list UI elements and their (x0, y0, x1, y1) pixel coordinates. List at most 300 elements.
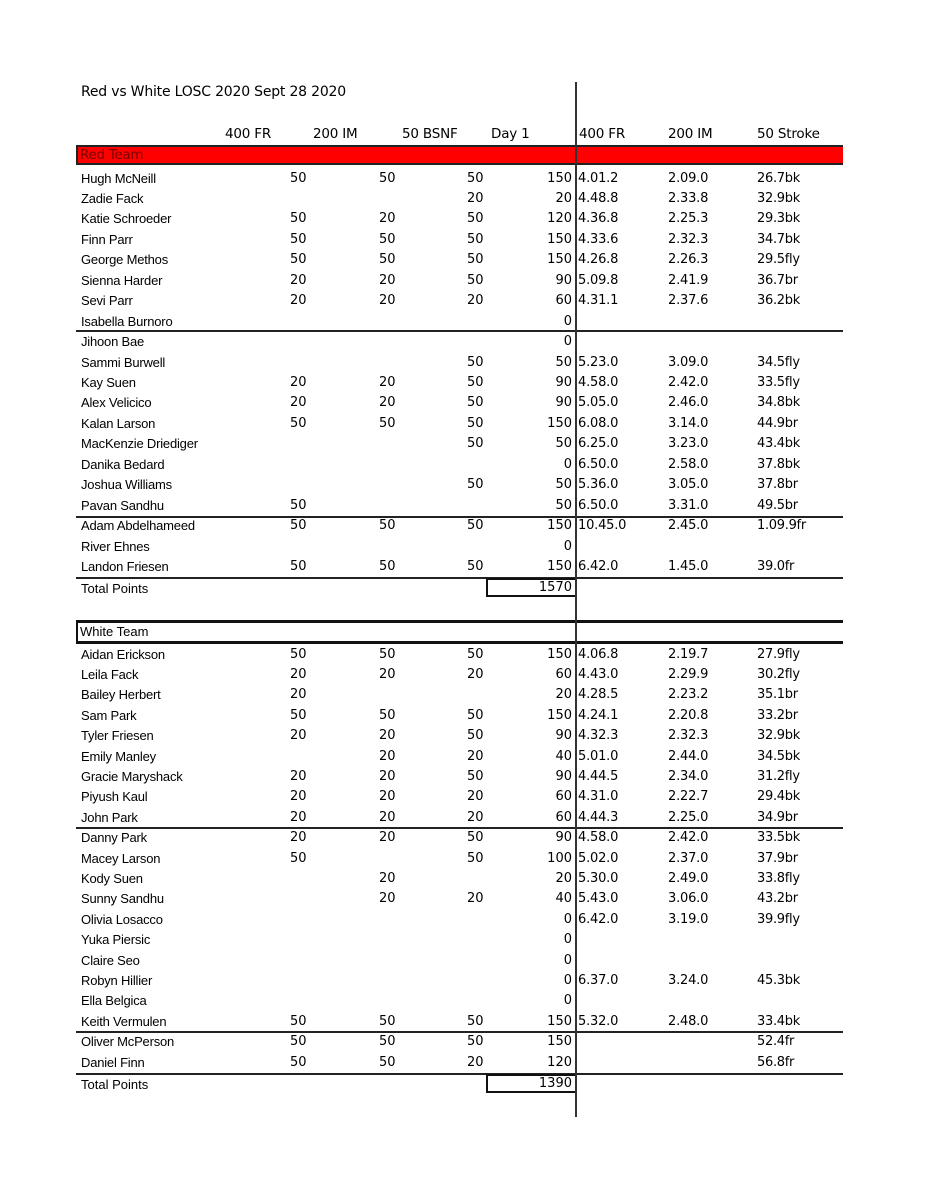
points-200im: 20 (379, 666, 396, 682)
points-400fr: 20 (290, 375, 307, 390)
points-day1: 0 (563, 972, 572, 988)
points-50bsnf: 50 (467, 272, 484, 288)
column-divider (575, 82, 577, 1117)
points-50bsnf: 20 (467, 293, 484, 309)
points-50bsnf: 50 (467, 415, 484, 431)
points-day1: 150 (547, 1013, 572, 1029)
time-50stroke: 34.7bk (757, 231, 800, 247)
swimmer-name: MacKenzie Driediger (81, 436, 198, 452)
time-50stroke: 33.5fly (757, 375, 800, 390)
time-400fr: 5.32.0 (578, 1013, 619, 1029)
swimmer-name: Kody Suen (81, 870, 143, 886)
table-row (0, 557, 927, 577)
swimmer-name: Sam Park (81, 707, 137, 723)
table-row (0, 1053, 927, 1073)
time-200im: 3.06.0 (668, 891, 709, 907)
time-200im: 2.25.3 (668, 211, 709, 227)
points-400fr: 50 (290, 559, 307, 575)
points-day1: 150 (547, 252, 572, 268)
swimmer-name: Olivia Losacco (81, 911, 163, 927)
points-50bsnf: 50 (467, 375, 484, 390)
time-200im: 2.42.0 (668, 830, 709, 846)
points-day1: 0 (563, 911, 572, 927)
time-200im: 3.31.0 (668, 497, 709, 513)
time-50stroke: 30.2fly (757, 666, 800, 682)
table-row (0, 434, 927, 454)
time-200im: 2.44.0 (668, 748, 709, 764)
points-400fr: 50 (290, 1054, 307, 1070)
swimmer-name: Adam Abdelhameed (81, 518, 195, 534)
time-400fr: 4.36.8 (578, 211, 619, 227)
swimmer-name: Kalan Larson (81, 415, 156, 431)
time-200im: 2.32.3 (668, 728, 709, 744)
swimmer-name: Sienna Harder (81, 272, 163, 288)
points-50bsnf: 20 (467, 891, 484, 907)
table-row (0, 889, 927, 909)
time-400fr: 5.09.8 (578, 272, 619, 288)
points-day1: 20 (555, 687, 572, 703)
table-row (0, 645, 927, 665)
time-50stroke: 29.5fly (757, 252, 800, 268)
time-50stroke: 45.3bk (757, 972, 800, 988)
time-200im: 3.19.0 (668, 911, 709, 927)
time-400fr: 4.26.8 (578, 252, 619, 268)
table-row (0, 353, 927, 373)
table-row (0, 685, 927, 705)
time-400fr: 5.43.0 (578, 891, 619, 907)
time-200im: 2.22.7 (668, 789, 709, 805)
swimmer-name: George Methos (81, 252, 169, 268)
time-200im: 2.26.3 (668, 252, 709, 268)
time-200im: 2.37.0 (668, 850, 709, 866)
time-50stroke: 39.0fr (757, 559, 795, 575)
points-day1: 40 (555, 748, 572, 764)
points-400fr: 50 (290, 497, 307, 513)
col-header-50stroke-time: 50 Stroke (757, 126, 820, 142)
points-200im: 20 (379, 830, 396, 846)
table-row (0, 1032, 927, 1052)
points-50bsnf: 50 (467, 477, 484, 493)
points-400fr: 20 (290, 809, 307, 825)
swimmer-name: Claire Seo (81, 952, 140, 968)
swimmer-name: Daniel Finn (81, 1054, 145, 1070)
col-header-200im-time: 200 IM (668, 126, 713, 142)
time-50stroke: 36.7br (757, 272, 798, 288)
points-day1: 40 (555, 891, 572, 907)
time-50stroke: 32.9bk (757, 728, 800, 744)
swimmer-name: Robyn Hillier (81, 972, 153, 988)
time-400fr: 4.24.1 (578, 707, 619, 723)
swimmer-name: Keith Vermulen (81, 1013, 167, 1029)
time-200im: 2.33.8 (668, 190, 709, 206)
table-row (0, 930, 927, 950)
swimmer-name: Isabella Burnoro (81, 313, 173, 329)
swimmer-name: Kay Suen (81, 375, 136, 390)
swimmer-name: John Park (81, 809, 138, 825)
swimmer-name: Zadie Fack (81, 190, 144, 206)
points-200im: 50 (379, 1013, 396, 1029)
time-400fr: 6.50.0 (578, 497, 619, 513)
table-row (0, 910, 927, 930)
time-200im: 2.23.2 (668, 687, 709, 703)
points-day1: 90 (555, 830, 572, 846)
points-day1: 150 (547, 231, 572, 247)
table-row (0, 808, 927, 828)
time-400fr: 5.05.0 (578, 395, 619, 411)
time-50stroke: 43.4bk (757, 436, 800, 452)
points-day1: 100 (547, 850, 572, 866)
time-400fr: 5.02.0 (578, 850, 619, 866)
time-400fr: 4.28.5 (578, 687, 619, 703)
swimmer-name: River Ehnes (81, 538, 150, 554)
col-header-400fr-points: 400 FR (225, 126, 272, 142)
swimmer-name: Sunny Sandhu (81, 891, 164, 907)
time-200im: 2.46.0 (668, 395, 709, 411)
col-header-200im-points: 200 IM (313, 126, 358, 142)
swimmer-name: Yuka Piersic (81, 932, 151, 948)
time-200im: 3.05.0 (668, 477, 709, 493)
points-400fr: 50 (290, 211, 307, 227)
time-200im: 3.24.0 (668, 972, 709, 988)
row-divider (76, 577, 843, 579)
points-200im: 20 (379, 789, 396, 805)
points-day1: 60 (555, 789, 572, 805)
points-200im: 20 (379, 891, 396, 907)
time-50stroke: 33.5bk (757, 830, 800, 846)
points-400fr: 20 (290, 395, 307, 411)
points-day1: 0 (563, 538, 572, 554)
table-row (0, 951, 927, 971)
points-200im: 50 (379, 518, 396, 534)
swimmer-name: Joshua Williams (81, 477, 172, 493)
time-400fr: 4.43.0 (578, 666, 619, 682)
time-50stroke: 32.9bk (757, 190, 800, 206)
swimmer-name: Leila Fack (81, 666, 139, 682)
time-400fr: 5.01.0 (578, 748, 619, 764)
points-50bsnf: 20 (467, 1054, 484, 1070)
swimmer-name: Sevi Parr (81, 293, 133, 309)
time-50stroke: 33.8fly (757, 870, 800, 886)
points-200im: 50 (379, 170, 396, 186)
time-200im: 2.58.0 (668, 456, 709, 472)
table-row (0, 828, 927, 848)
document-title: Red vs White LOSC 2020 Sept 28 2020 (81, 84, 346, 100)
points-50bsnf: 50 (467, 518, 484, 534)
time-50stroke: 34.5bk (757, 748, 800, 764)
points-day1: 150 (547, 1034, 572, 1050)
points-400fr: 50 (290, 518, 307, 534)
time-50stroke: 29.3bk (757, 211, 800, 227)
swimmer-name: Finn Parr (81, 231, 133, 247)
table-row (0, 767, 927, 787)
points-400fr: 20 (290, 666, 307, 682)
points-200im: 20 (379, 809, 396, 825)
points-day1: 20 (555, 870, 572, 886)
row-divider (76, 827, 843, 829)
points-200im: 20 (379, 748, 396, 764)
points-400fr: 50 (290, 415, 307, 431)
points-200im: 50 (379, 252, 396, 268)
points-day1: 90 (555, 375, 572, 390)
points-day1: 150 (547, 518, 572, 534)
table-row (0, 414, 927, 434)
points-day1: 60 (555, 809, 572, 825)
time-50stroke: 26.7bk (757, 170, 800, 186)
time-400fr: 4.06.8 (578, 646, 619, 662)
points-400fr: 20 (290, 789, 307, 805)
swimmer-name: Alex Velicico (81, 395, 152, 411)
time-400fr: 4.01.2 (578, 170, 619, 186)
points-200im: 50 (379, 646, 396, 662)
time-400fr: 6.37.0 (578, 972, 619, 988)
swimmer-name: Ella Belgica (81, 993, 147, 1009)
time-200im: 2.32.3 (668, 231, 709, 247)
time-200im: 2.48.0 (668, 1013, 709, 1029)
col-header-400fr-time: 400 FR (579, 126, 626, 142)
white-total-label: Total Points (81, 1077, 149, 1092)
time-50stroke: 52.4fr (757, 1034, 795, 1050)
col-header-day1: Day 1 (491, 126, 530, 142)
time-200im: 3.23.0 (668, 436, 709, 452)
points-day1: 150 (547, 170, 572, 186)
points-400fr: 20 (290, 728, 307, 744)
time-50stroke: 56.8fr (757, 1054, 795, 1070)
points-200im: 20 (379, 768, 396, 784)
points-400fr: 20 (290, 293, 307, 309)
table-row (0, 230, 927, 250)
time-200im: 2.42.0 (668, 375, 709, 390)
points-day1: 0 (563, 993, 572, 1009)
time-400fr: 4.44.3 (578, 809, 619, 825)
points-50bsnf: 50 (467, 850, 484, 866)
points-200im: 20 (379, 211, 396, 227)
points-day1: 90 (555, 272, 572, 288)
swimmer-name: Aidan Erickson (81, 646, 165, 662)
points-50bsnf: 50 (467, 707, 484, 723)
table-row (0, 332, 927, 352)
points-400fr: 50 (290, 170, 307, 186)
points-400fr: 20 (290, 768, 307, 784)
points-50bsnf: 50 (467, 211, 484, 227)
table-row (0, 665, 927, 685)
time-400fr: 4.44.5 (578, 768, 619, 784)
table-row (0, 496, 927, 516)
points-day1: 150 (547, 415, 572, 431)
time-50stroke: 37.9br (757, 850, 798, 866)
red-total-value: 1570 (538, 580, 572, 595)
time-50stroke: 35.1br (757, 687, 798, 703)
swimmer-name: Katie Schroeder (81, 211, 172, 227)
time-400fr: 4.31.0 (578, 789, 619, 805)
swimmer-name: Piyush Kaul (81, 789, 148, 805)
points-400fr: 50 (290, 646, 307, 662)
time-400fr: 6.25.0 (578, 436, 619, 452)
points-400fr: 50 (290, 1034, 307, 1050)
time-400fr: 6.08.0 (578, 415, 619, 431)
time-400fr: 4.58.0 (578, 375, 619, 390)
points-day1: 60 (555, 293, 572, 309)
points-day1: 90 (555, 728, 572, 744)
points-day1: 0 (563, 932, 572, 948)
points-day1: 90 (555, 768, 572, 784)
points-50bsnf: 50 (467, 768, 484, 784)
points-200im: 20 (379, 293, 396, 309)
time-50stroke: 37.8bk (757, 456, 800, 472)
points-400fr: 50 (290, 252, 307, 268)
table-row (0, 706, 927, 726)
swimmer-name: Tyler Friesen (81, 728, 154, 744)
table-row (0, 537, 927, 557)
points-day1: 50 (555, 354, 572, 370)
row-divider (76, 1031, 843, 1033)
table-row (0, 250, 927, 270)
time-50stroke: 43.2br (757, 891, 798, 907)
time-400fr: 5.36.0 (578, 477, 619, 493)
time-200im: 2.45.0 (668, 518, 709, 534)
points-day1: 50 (555, 436, 572, 452)
swimmer-name: Landon Friesen (81, 559, 169, 575)
time-400fr: 4.31.1 (578, 293, 619, 309)
white-team-label: White Team (80, 624, 149, 639)
time-50stroke: 33.4bk (757, 1013, 800, 1029)
swimmer-name: Gracie Maryshack (81, 768, 183, 784)
time-200im: 2.41.9 (668, 272, 709, 288)
points-day1: 50 (555, 497, 572, 513)
white-team-band (76, 620, 843, 644)
row-divider (76, 1073, 843, 1075)
table-row (0, 1012, 927, 1032)
table-row (0, 291, 927, 311)
table-row (0, 516, 927, 536)
swimmer-name: Pavan Sandhu (81, 497, 164, 513)
time-200im: 2.34.0 (668, 768, 709, 784)
time-50stroke: 31.2fly (757, 768, 800, 784)
points-200im: 50 (379, 707, 396, 723)
points-200im: 20 (379, 272, 396, 288)
swimmer-name: Hugh McNeill (81, 170, 156, 186)
points-200im: 20 (379, 375, 396, 390)
points-50bsnf: 50 (467, 436, 484, 452)
points-50bsnf: 20 (467, 748, 484, 764)
points-50bsnf: 50 (467, 252, 484, 268)
time-200im: 2.09.0 (668, 170, 709, 186)
swimmer-name: Bailey Herbert (81, 687, 161, 703)
time-400fr: 4.33.6 (578, 231, 619, 247)
table-row (0, 169, 927, 189)
points-200im: 50 (379, 559, 396, 575)
time-200im: 2.25.0 (668, 809, 709, 825)
points-50bsnf: 20 (467, 809, 484, 825)
time-50stroke: 44.9br (757, 415, 798, 431)
points-50bsnf: 50 (467, 646, 484, 662)
time-400fr: 6.50.0 (578, 456, 619, 472)
time-50stroke: 49.5br (757, 497, 798, 513)
points-50bsnf: 50 (467, 728, 484, 744)
time-50stroke: 34.8bk (757, 395, 800, 411)
time-400fr: 4.48.8 (578, 190, 619, 206)
points-day1: 120 (547, 211, 572, 227)
time-400fr: 6.42.0 (578, 559, 619, 575)
table-row (0, 787, 927, 807)
points-200im: 20 (379, 395, 396, 411)
time-200im: 2.49.0 (668, 870, 709, 886)
points-400fr: 50 (290, 231, 307, 247)
table-row (0, 393, 927, 413)
time-200im: 2.19.7 (668, 646, 709, 662)
white-total-value: 1390 (538, 1076, 572, 1091)
swimmer-name: Danny Park (81, 830, 147, 846)
time-200im: 2.37.6 (668, 293, 709, 309)
swimmer-name: Emily Manley (81, 748, 156, 764)
points-400fr: 50 (290, 850, 307, 866)
time-200im: 2.20.8 (668, 707, 709, 723)
swimmer-name: Sammi Burwell (81, 354, 166, 370)
col-header-50bsnf-points: 50 BSNF (402, 126, 458, 142)
points-50bsnf: 50 (467, 1034, 484, 1050)
time-400fr: 4.58.0 (578, 830, 619, 846)
time-50stroke: 37.8br (757, 477, 798, 493)
table-row (0, 209, 927, 229)
red-team-label: Red Team (80, 147, 144, 163)
time-200im: 2.29.9 (668, 666, 709, 682)
table-row (0, 869, 927, 889)
points-50bsnf: 50 (467, 231, 484, 247)
points-50bsnf: 20 (467, 666, 484, 682)
red-total-label: Total Points (81, 581, 149, 596)
table-row (0, 271, 927, 291)
points-400fr: 20 (290, 272, 307, 288)
time-400fr: 4.32.3 (578, 728, 619, 744)
time-50stroke: 39.9fly (757, 911, 800, 927)
table-row (0, 455, 927, 475)
points-400fr: 20 (290, 830, 307, 846)
points-day1: 0 (563, 313, 572, 329)
points-day1: 120 (547, 1054, 572, 1070)
points-200im: 50 (379, 231, 396, 247)
time-200im: 3.14.0 (668, 415, 709, 431)
points-50bsnf: 50 (467, 559, 484, 575)
time-400fr: 5.23.0 (578, 354, 619, 370)
points-200im: 50 (379, 1054, 396, 1070)
points-50bsnf: 50 (467, 830, 484, 846)
points-200im: 20 (379, 728, 396, 744)
time-50stroke: 29.4bk (757, 789, 800, 805)
points-day1: 0 (563, 456, 572, 472)
points-day1: 150 (547, 559, 572, 575)
table-row (0, 849, 927, 869)
time-50stroke: 34.5fly (757, 354, 800, 370)
table-row (0, 971, 927, 991)
time-50stroke: 27.9fly (757, 646, 800, 662)
swimmer-name: Oliver McPerson (81, 1034, 175, 1050)
points-day1: 0 (563, 334, 572, 350)
table-row (0, 726, 927, 746)
points-400fr: 50 (290, 1013, 307, 1029)
points-200im: 50 (379, 1034, 396, 1050)
points-400fr: 20 (290, 687, 307, 703)
swimmer-name: Macey Larson (81, 850, 161, 866)
swimmer-name: Jihoon Bae (81, 334, 145, 350)
points-day1: 50 (555, 477, 572, 493)
points-day1: 60 (555, 666, 572, 682)
points-200im: 50 (379, 415, 396, 431)
swimmer-name: Danika Bedard (81, 456, 165, 472)
time-400fr: 10.45.0 (578, 518, 627, 534)
points-200im: 20 (379, 870, 396, 886)
points-50bsnf: 20 (467, 789, 484, 805)
time-50stroke: 34.9br (757, 809, 798, 825)
points-50bsnf: 50 (467, 1013, 484, 1029)
